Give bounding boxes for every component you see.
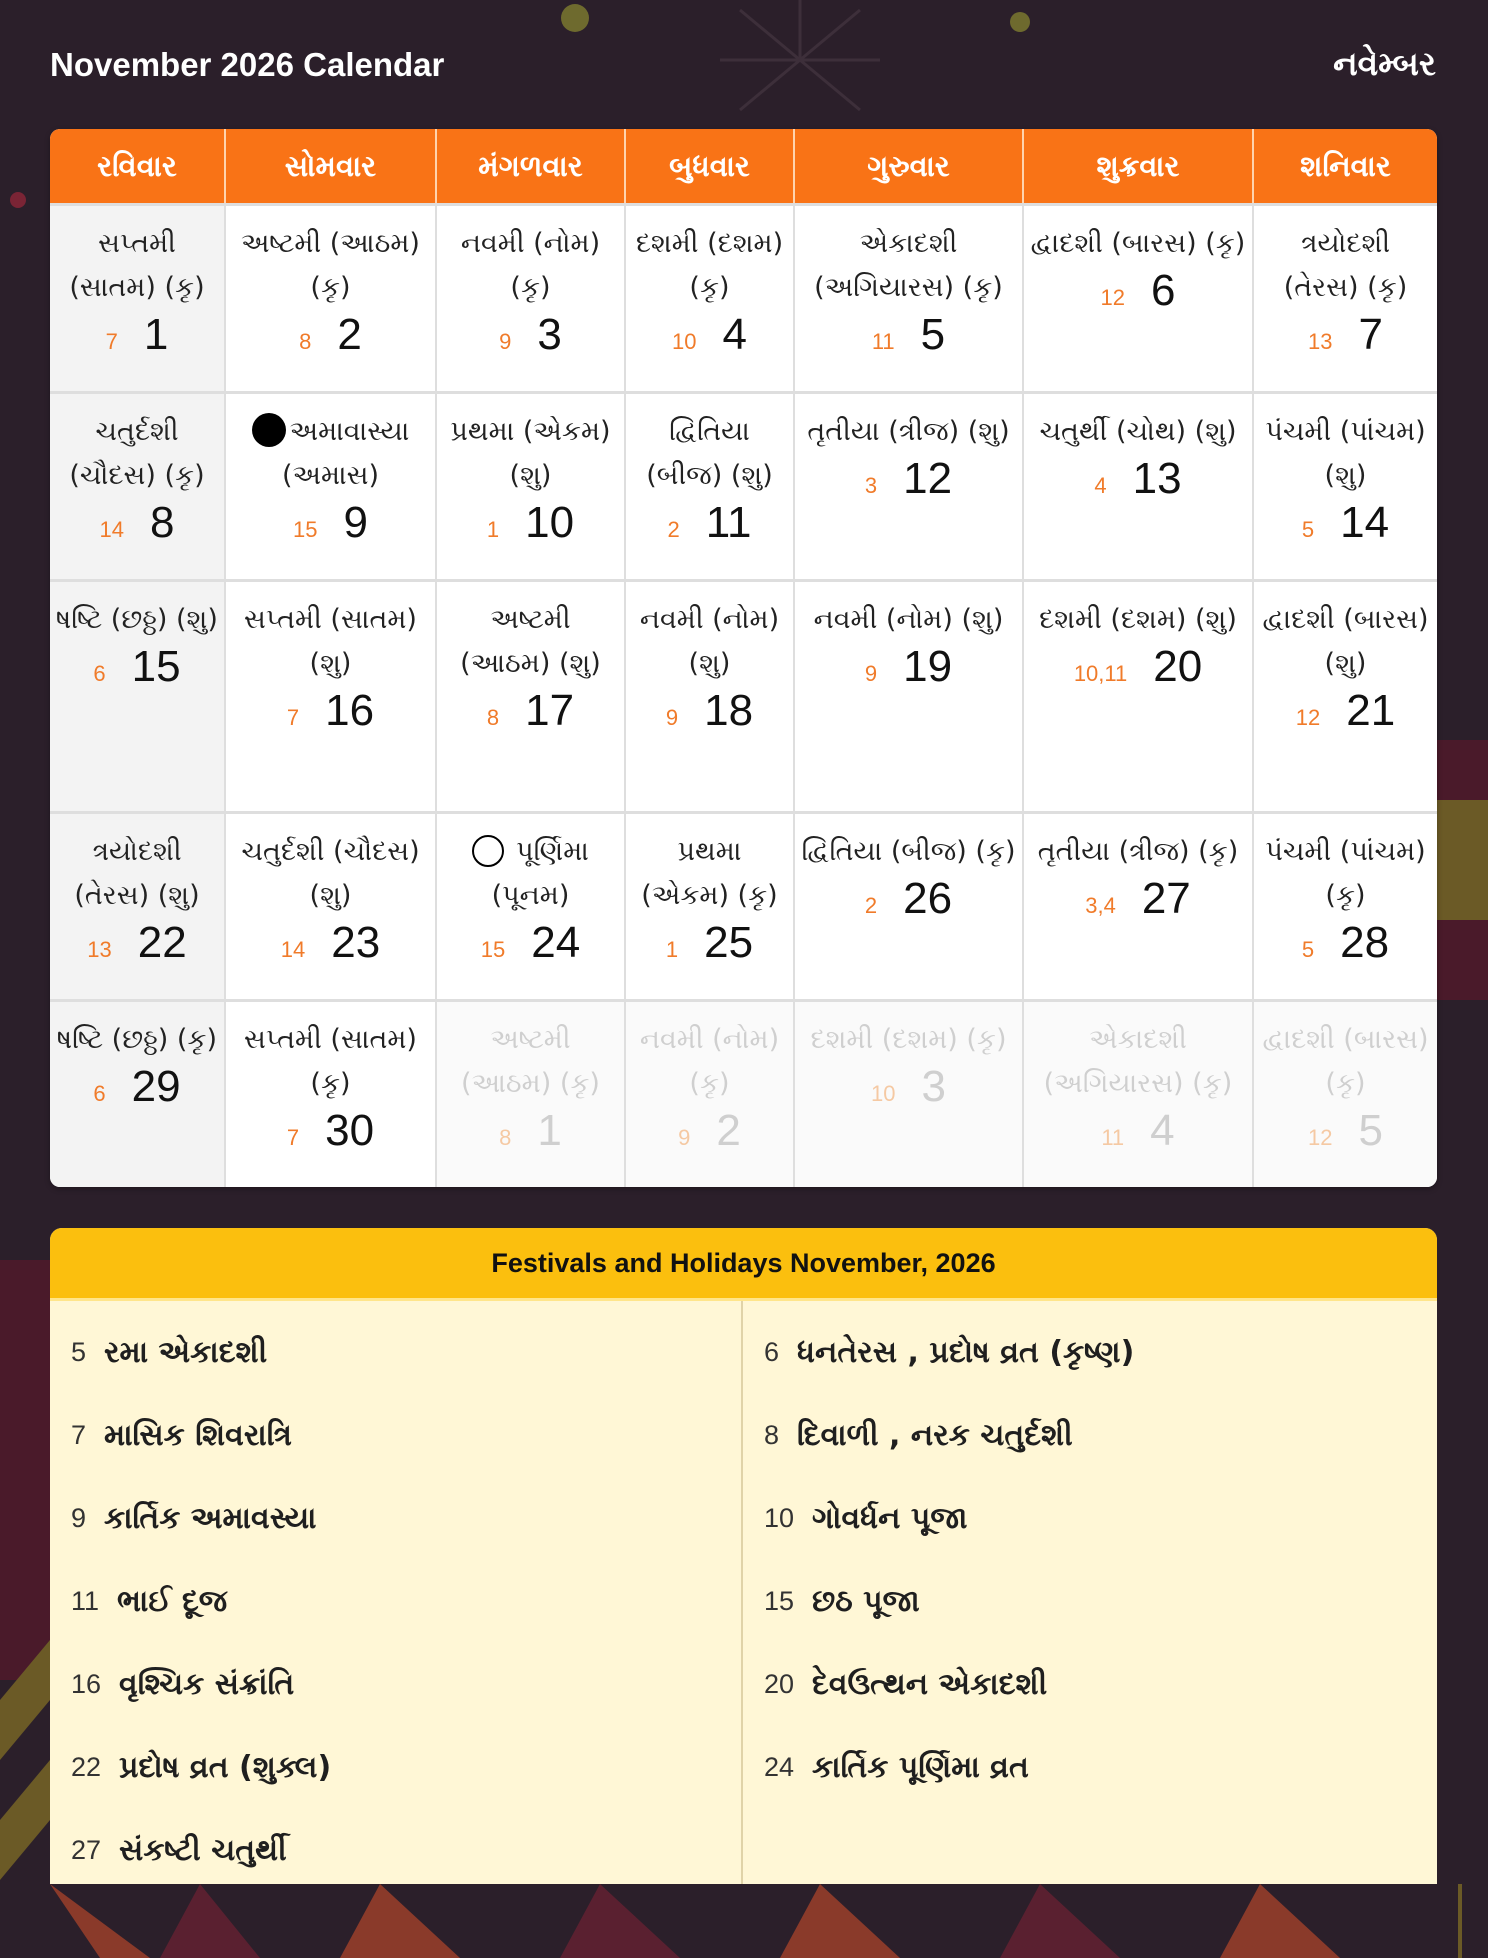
tithi-number: 9 bbox=[864, 661, 878, 686]
day-numbers bbox=[226, 310, 435, 360]
tithi-label bbox=[1254, 410, 1437, 498]
tithi-number: 8 bbox=[486, 705, 500, 730]
date-number: 28 bbox=[1340, 918, 1390, 967]
page-title: November 2026 Calendar bbox=[50, 46, 445, 83]
tithi-number: 6 bbox=[93, 661, 106, 686]
day-numbers bbox=[50, 1062, 224, 1112]
day-cell[interactable] bbox=[626, 394, 795, 579]
festival-item[interactable] bbox=[743, 1560, 1436, 1643]
date-number: 3 bbox=[921, 1062, 946, 1111]
day-numbers bbox=[1254, 686, 1437, 736]
festival-item[interactable] bbox=[50, 1560, 741, 1643]
tithi-label bbox=[626, 598, 793, 686]
festival-date: 6 bbox=[764, 1337, 780, 1367]
day-cell[interactable] bbox=[1024, 394, 1254, 579]
festival-item[interactable] bbox=[743, 1477, 1436, 1560]
tithi-text: દ્વિતિયા (બીજ) (કૃ) bbox=[801, 836, 1016, 867]
date-number: 5 bbox=[1358, 1106, 1383, 1155]
tithi-text: પૂર્ણિમા (પૂનમ) bbox=[491, 836, 589, 911]
tithi-text: અષ્ટમી (આઠમ) (કૃ) bbox=[461, 1024, 600, 1099]
tithi-text: દશમી (દશમ) (કૃ) bbox=[635, 228, 784, 303]
tithi-label bbox=[626, 410, 793, 498]
day-cell[interactable] bbox=[1254, 582, 1437, 811]
festival-item[interactable] bbox=[743, 1394, 1436, 1477]
day-numbers bbox=[226, 1106, 435, 1156]
festival-name: માસિક શિવરાત્રિ bbox=[104, 1418, 292, 1453]
tithi-text: દ્વાદશી (બારસ) (કૃ) bbox=[1262, 1024, 1429, 1099]
day-cell[interactable] bbox=[626, 582, 795, 811]
day-cell[interactable] bbox=[437, 394, 626, 579]
tithi-text: ચતુર્દશી (ચૌદસ) (કૃ) bbox=[69, 416, 205, 491]
festival-item[interactable] bbox=[50, 1726, 741, 1809]
day-numbers bbox=[795, 874, 1022, 924]
day-numbers bbox=[226, 918, 435, 968]
date-number: 12 bbox=[903, 454, 953, 503]
tithi-text: દશમી (દશમ) (શુ) bbox=[1039, 604, 1237, 635]
calendar-weeks bbox=[50, 203, 1437, 1187]
festival-date: 24 bbox=[764, 1752, 795, 1782]
week-row bbox=[50, 203, 1437, 391]
tithi-label bbox=[795, 410, 1022, 454]
tithi-number: 1 bbox=[486, 517, 500, 542]
date-number: 1 bbox=[537, 1106, 562, 1155]
festival-name: છઠ પૂજા bbox=[812, 1584, 920, 1619]
day-numbers bbox=[795, 1062, 1022, 1112]
festival-item[interactable] bbox=[50, 1643, 741, 1726]
tithi-label bbox=[1024, 410, 1252, 454]
festival-name: પ્રદોષ વ્રત (શુક્લ) bbox=[119, 1750, 332, 1785]
weekday-wednesday: બુધવાર bbox=[626, 129, 795, 203]
date-number: 1 bbox=[143, 310, 169, 359]
tithi-text: સપ્તમી (સાતમ) (શુ) bbox=[244, 604, 417, 679]
date-number: 21 bbox=[1346, 686, 1396, 735]
day-numbers bbox=[795, 454, 1022, 504]
day-numbers bbox=[1254, 310, 1437, 360]
weekday-tuesday: મંગળવાર bbox=[437, 129, 626, 203]
festival-item[interactable] bbox=[50, 1311, 741, 1394]
tithi-text: નવમી (નોમ) (શુ) bbox=[813, 604, 1004, 635]
tithi-label bbox=[795, 1018, 1022, 1062]
tithi-text: દ્વાદશી (બારસ) (શુ) bbox=[1262, 604, 1429, 679]
date-number: 4 bbox=[722, 310, 747, 359]
date-number: 17 bbox=[525, 686, 575, 735]
day-cell-next-month[interactable] bbox=[626, 1002, 795, 1187]
tithi-text: ત્રયોદશી (તેરસ) (કૃ) bbox=[1283, 228, 1408, 303]
tithi-label bbox=[50, 410, 224, 498]
day-cell[interactable] bbox=[1254, 206, 1437, 391]
date-number: 25 bbox=[704, 918, 754, 967]
festival-item[interactable] bbox=[743, 1643, 1436, 1726]
tithi-text: ષષ્ટિ (છઠ્ઠ) (કૃ) bbox=[57, 1024, 217, 1055]
tithi-number: 7 bbox=[105, 329, 118, 354]
tithi-number: 1 bbox=[665, 937, 679, 962]
day-numbers bbox=[50, 310, 224, 360]
festival-item[interactable] bbox=[50, 1809, 741, 1884]
weekday-saturday: શનિવાર bbox=[1300, 148, 1391, 183]
festival-name: ભાઈ દૂજ bbox=[117, 1584, 228, 1619]
tithi-label bbox=[795, 830, 1022, 874]
tithi-number: 15 bbox=[293, 517, 318, 542]
tithi-label bbox=[626, 1018, 793, 1106]
tithi-text: તૃતીયા (ત્રીજ) (શુ) bbox=[807, 416, 1010, 447]
date-number: 22 bbox=[137, 918, 187, 967]
tithi-number: 12 bbox=[1100, 285, 1125, 310]
festival-name: કાર્તિક પૂર્ણિમા વ્રત bbox=[812, 1750, 1029, 1785]
tithi-label bbox=[50, 830, 224, 918]
tithi-number: 10,11 bbox=[1073, 661, 1128, 686]
day-numbers bbox=[1024, 454, 1252, 504]
tithi-number: 3 bbox=[864, 473, 878, 498]
date-number: 16 bbox=[325, 686, 375, 735]
tithi-text: પ્રથમા (એકમ) (શુ) bbox=[450, 416, 611, 491]
tithi-label bbox=[437, 830, 624, 918]
day-numbers bbox=[50, 498, 224, 548]
date-number: 13 bbox=[1132, 454, 1182, 503]
tithi-number: 2 bbox=[667, 517, 680, 542]
day-numbers bbox=[437, 498, 624, 548]
festival-name: દેવઉત્થન એકાદશી bbox=[812, 1667, 1048, 1702]
festivals-column-right bbox=[743, 1301, 1436, 1884]
tithi-text: અષ્ટમી (આઠમ) (કૃ) bbox=[241, 228, 420, 303]
day-cell[interactable] bbox=[1024, 206, 1254, 391]
tithi-text: પંચમી (પાંચમ) (કૃ) bbox=[1265, 836, 1426, 911]
new-moon-icon bbox=[252, 413, 286, 447]
tithi-label bbox=[1254, 830, 1437, 918]
day-numbers bbox=[1024, 266, 1252, 316]
festival-name: કાર્તિક અમાવસ્યા bbox=[104, 1501, 317, 1536]
tithi-label bbox=[50, 1018, 224, 1062]
month-name-gujarati: નવેમ્બર bbox=[1333, 44, 1436, 83]
festival-item[interactable] bbox=[50, 1477, 741, 1560]
tithi-number: 8 bbox=[499, 1125, 512, 1150]
day-cell[interactable] bbox=[626, 206, 795, 391]
festival-date: 10 bbox=[764, 1503, 795, 1533]
festival-name: રમા એકાદશી bbox=[104, 1335, 268, 1370]
day-numbers bbox=[626, 310, 793, 360]
weekday-thursday: ગુરુવાર bbox=[795, 129, 1024, 203]
tithi-text: અમાવાસ્યા (અમાસ) bbox=[281, 416, 410, 491]
festival-date: 7 bbox=[71, 1420, 87, 1450]
festival-date: 11 bbox=[71, 1586, 100, 1616]
weekday-header bbox=[50, 129, 1437, 203]
tithi-number: 11 bbox=[1101, 1125, 1125, 1150]
date-number: 30 bbox=[325, 1106, 375, 1155]
tithi-number: 5 bbox=[1301, 517, 1315, 542]
date-number: 9 bbox=[343, 498, 368, 547]
tithi-number: 10 bbox=[871, 1081, 896, 1106]
day-numbers bbox=[626, 918, 793, 968]
tithi-number: 9 bbox=[499, 329, 512, 354]
date-number: 4 bbox=[1150, 1106, 1175, 1155]
tithi-number: 13 bbox=[1308, 329, 1333, 354]
day-numbers bbox=[50, 642, 224, 692]
date-number: 3 bbox=[537, 310, 562, 359]
tithi-label bbox=[437, 1018, 624, 1106]
tithi-number: 7 bbox=[286, 705, 300, 730]
week-row bbox=[50, 391, 1437, 579]
full-moon-icon bbox=[472, 835, 504, 867]
tithi-label bbox=[226, 830, 435, 918]
weekday-sunday: રવિવાર bbox=[50, 129, 226, 203]
day-cell-next-month[interactable] bbox=[1024, 1002, 1254, 1187]
week-row bbox=[50, 579, 1437, 811]
tithi-label bbox=[226, 598, 435, 686]
tithi-label bbox=[226, 1018, 435, 1106]
day-numbers bbox=[437, 686, 624, 736]
tithi-number: 11 bbox=[871, 329, 895, 354]
tithi-label bbox=[1254, 222, 1437, 310]
date-number: 2 bbox=[716, 1106, 741, 1155]
tithi-text: દ્વિતિયા (બીજ) (શુ) bbox=[646, 416, 773, 491]
date-number: 10 bbox=[525, 498, 575, 547]
date-number: 2 bbox=[337, 310, 362, 359]
day-numbers bbox=[1254, 498, 1437, 548]
festival-item[interactable] bbox=[743, 1726, 1436, 1809]
date-number: 19 bbox=[903, 642, 953, 691]
festival-name: ધનતેરસ , પ્રદોષ વ્રત (કૃષ્ણ) bbox=[797, 1335, 1135, 1370]
date-number: 11 bbox=[705, 498, 752, 547]
date-number: 29 bbox=[131, 1062, 181, 1111]
day-cell-next-month[interactable] bbox=[795, 1002, 1024, 1187]
date-number: 15 bbox=[131, 642, 181, 691]
tithi-label bbox=[226, 410, 435, 498]
date-number: 5 bbox=[920, 310, 946, 359]
tithi-number: 12 bbox=[1308, 1125, 1333, 1150]
tithi-label bbox=[795, 598, 1022, 642]
day-cell[interactable] bbox=[795, 206, 1024, 391]
day-cell[interactable] bbox=[795, 394, 1024, 579]
festival-name: ગોવર્ધન પૂજા bbox=[812, 1501, 968, 1536]
festival-item[interactable] bbox=[743, 1311, 1436, 1394]
day-cell[interactable] bbox=[50, 394, 226, 579]
tithi-number: 9 bbox=[665, 705, 679, 730]
tithi-text: દશમી (દશમ) (કૃ) bbox=[810, 1024, 1007, 1055]
day-cell-next-month[interactable] bbox=[1254, 1002, 1437, 1187]
tithi-text: તૃતીયા (ત્રીજ) (કૃ) bbox=[1037, 836, 1239, 867]
tithi-label bbox=[226, 222, 435, 310]
day-numbers bbox=[226, 686, 435, 736]
day-cell[interactable] bbox=[1024, 582, 1254, 811]
date-number: 20 bbox=[1153, 642, 1203, 691]
festival-date: 15 bbox=[764, 1586, 795, 1616]
tithi-text: સપ્તમી (સાતમ) (કૃ) bbox=[69, 228, 205, 303]
day-cell[interactable] bbox=[437, 582, 626, 811]
tithi-label bbox=[1024, 222, 1252, 266]
tithi-number: 4 bbox=[1094, 473, 1107, 498]
festival-name: વૃશ્ચિક સંક્રાંતિ bbox=[119, 1667, 295, 1702]
tithi-label bbox=[1024, 1018, 1252, 1106]
tithi-text: પંચમી (પાંચમ) (શુ) bbox=[1265, 416, 1426, 491]
festival-item[interactable] bbox=[50, 1394, 741, 1477]
festival-date: 8 bbox=[764, 1420, 780, 1450]
day-cell[interactable] bbox=[226, 1002, 437, 1187]
festivals-column-left bbox=[50, 1301, 743, 1884]
day-cell[interactable] bbox=[50, 1002, 226, 1187]
day-cell[interactable] bbox=[437, 814, 626, 999]
day-cell[interactable] bbox=[226, 394, 437, 579]
tithi-label bbox=[437, 222, 624, 310]
day-cell[interactable] bbox=[226, 206, 437, 391]
date-number: 27 bbox=[1141, 874, 1191, 923]
date-number: 18 bbox=[704, 686, 754, 735]
day-cell[interactable] bbox=[626, 814, 795, 999]
tithi-text: પ્રથમા (એકમ) (કૃ) bbox=[641, 836, 778, 911]
day-numbers bbox=[626, 1106, 793, 1156]
tithi-label bbox=[50, 222, 224, 310]
tithi-text: એકાદશી (અગિયારસ) (કૃ) bbox=[814, 228, 1003, 303]
tithi-number: 14 bbox=[99, 517, 124, 542]
tithi-text: ત્રયોદશી (તેરસ) (શુ) bbox=[74, 836, 200, 911]
tithi-text: નવમી (નોમ) (કૃ) bbox=[460, 228, 601, 303]
tithi-number: 14 bbox=[280, 937, 306, 962]
day-cell[interactable] bbox=[226, 814, 437, 999]
festival-date: 27 bbox=[71, 1835, 102, 1865]
festival-name: સંકષ્ટી ચતુર્થી bbox=[119, 1833, 287, 1868]
day-numbers bbox=[1254, 1106, 1437, 1156]
day-numbers bbox=[795, 310, 1022, 360]
day-cell[interactable] bbox=[1024, 814, 1254, 999]
day-numbers bbox=[437, 1106, 624, 1156]
tithi-number: 8 bbox=[299, 329, 312, 354]
day-numbers bbox=[795, 642, 1022, 692]
tithi-number: 5 bbox=[1301, 937, 1315, 962]
day-cell[interactable] bbox=[795, 814, 1024, 999]
day-numbers bbox=[626, 686, 793, 736]
tithi-label bbox=[437, 598, 624, 686]
tithi-number: 15 bbox=[480, 937, 506, 962]
day-numbers bbox=[226, 498, 435, 548]
date-number: 8 bbox=[150, 498, 175, 547]
festivals-title: Festivals and Holidays November, 2026 bbox=[50, 1228, 1437, 1301]
tithi-text: એકાદશી (અગિયારસ) (કૃ) bbox=[1043, 1024, 1233, 1099]
day-cell[interactable] bbox=[50, 206, 226, 391]
week-row bbox=[50, 999, 1437, 1187]
day-numbers bbox=[1254, 918, 1437, 968]
festival-date: 5 bbox=[71, 1337, 87, 1367]
weekday-friday: શુક્રવાર bbox=[1024, 129, 1254, 203]
date-number: 7 bbox=[1358, 310, 1383, 359]
day-numbers bbox=[1024, 874, 1252, 924]
tithi-number: 6 bbox=[93, 1081, 106, 1106]
tithi-number: 9 bbox=[678, 1125, 691, 1150]
date-number: 24 bbox=[531, 918, 581, 967]
day-cell[interactable] bbox=[437, 206, 626, 391]
tithi-text: નવમી (નોમ) (શુ) bbox=[639, 604, 780, 679]
day-cell[interactable] bbox=[226, 582, 437, 811]
tithi-text: નવમી (નોમ) (કૃ) bbox=[639, 1024, 780, 1099]
tithi-label bbox=[1024, 598, 1252, 642]
festivals-panel bbox=[50, 1228, 1437, 1884]
tithi-label bbox=[626, 830, 793, 918]
day-numbers bbox=[437, 918, 624, 968]
tithi-text: ચતુર્થી (ચોથ) (શુ) bbox=[1039, 416, 1237, 447]
tithi-number: 13 bbox=[87, 937, 112, 962]
day-numbers bbox=[626, 498, 793, 548]
day-cell[interactable] bbox=[1254, 814, 1437, 999]
festival-name: દિવાળી , નરક ચતુર્દશી bbox=[797, 1418, 1073, 1453]
date-number: 6 bbox=[1151, 266, 1176, 315]
date-number: 14 bbox=[1340, 498, 1390, 547]
weekday-monday: સોમવાર bbox=[226, 129, 437, 203]
tithi-label bbox=[50, 598, 224, 642]
tithi-number: 3,4 bbox=[1085, 893, 1116, 918]
tithi-label bbox=[626, 222, 793, 310]
tithi-text: સપ્તમી (સાતમ) (કૃ) bbox=[244, 1024, 417, 1099]
day-numbers bbox=[1024, 1106, 1252, 1156]
day-cell[interactable] bbox=[50, 814, 226, 999]
tithi-number: 2 bbox=[864, 893, 878, 918]
calendar-grid bbox=[50, 129, 1437, 1187]
tithi-text: ષષ્ટિ (છઠ્ઠ) (શુ) bbox=[56, 604, 218, 635]
tithi-number: 10 bbox=[672, 329, 697, 354]
tithi-label bbox=[1254, 598, 1437, 686]
festival-date: 9 bbox=[71, 1503, 87, 1533]
festivals-list bbox=[50, 1301, 1437, 1884]
tithi-label bbox=[1024, 830, 1252, 874]
day-cell[interactable] bbox=[50, 582, 226, 811]
tithi-label bbox=[795, 222, 1022, 310]
festival-date: 20 bbox=[764, 1669, 795, 1699]
day-cell-next-month[interactable] bbox=[437, 1002, 626, 1187]
day-cell[interactable] bbox=[795, 582, 1024, 811]
festival-date: 22 bbox=[71, 1752, 102, 1782]
tithi-number: 12 bbox=[1295, 705, 1321, 730]
tithi-label bbox=[437, 410, 624, 498]
date-number: 23 bbox=[331, 918, 381, 967]
week-row bbox=[50, 811, 1437, 999]
tithi-number: 7 bbox=[286, 1125, 300, 1150]
tithi-text: ચતુર્દશી (ચૌદસ) (શુ) bbox=[241, 836, 420, 911]
tithi-text: દ્વાદશી (બારસ) (કૃ) bbox=[1030, 228, 1246, 259]
tithi-label bbox=[1254, 1018, 1437, 1106]
day-numbers bbox=[50, 918, 224, 968]
day-cell[interactable] bbox=[1254, 394, 1437, 579]
day-numbers bbox=[1024, 642, 1252, 692]
day-numbers bbox=[437, 310, 624, 360]
tithi-text: અષ્ટમી (આઠમ) (શુ) bbox=[460, 604, 601, 679]
date-number: 26 bbox=[903, 874, 953, 923]
festival-date: 16 bbox=[71, 1669, 102, 1699]
